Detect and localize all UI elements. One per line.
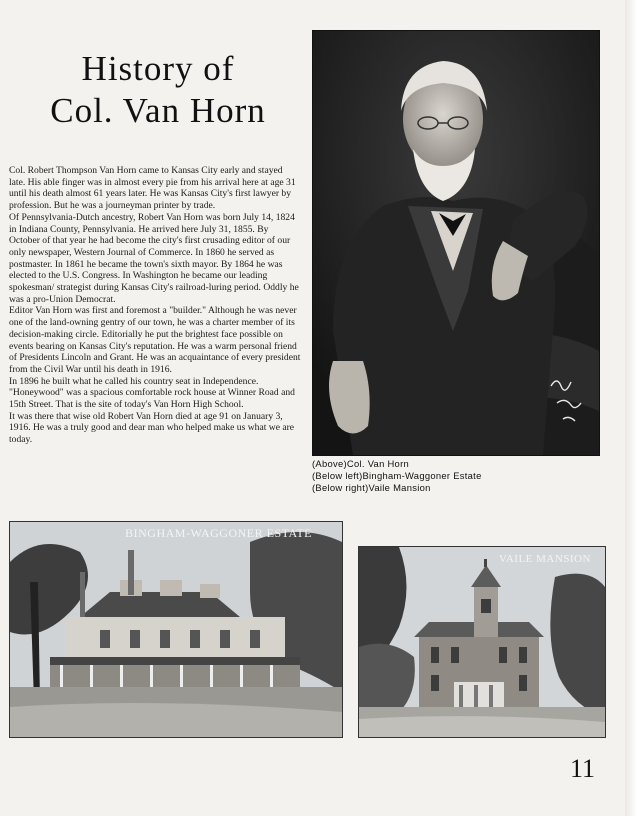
- page-number: 11: [569, 754, 595, 783]
- article-body: [9, 165, 301, 446]
- estate-illustration: [10, 522, 342, 737]
- caption-above: (Above)Col. Van Horn: [312, 458, 410, 469]
- photo-label-vaile: VAILE MANSION: [498, 553, 591, 565]
- caption-below-right: (Below right)Vaile Mansion: [312, 482, 431, 493]
- paragraph: In 1896 he built what he called his country seat in Independence. "Honeywood" was a spacious comfortable rock house at Winner Road and 15th Street. That is the site of today's Van Horn High School.: [9, 375, 295, 411]
- paragraph: Editor Van Horn was first and foremost a "builder." Although he was never one of the land-owning gentry of our town, he was a charter member of its decision-making circle. Editorially he put the brightest face possible on events bearing on Kansas City's reputation. He was a warm personal friend of Presidents Lincoln and Grant. He was an acquaintance of every president from the Civil War until his death in 1916.: [9, 305, 301, 375]
- title-line-2: Col. Van Horn: [50, 91, 266, 130]
- page-edge: [625, 0, 637, 816]
- caption-below-left: (Below left)Bingham-Waggoner Estate: [312, 470, 482, 481]
- page-title: [8, 48, 308, 132]
- bingham-waggoner-photo: [9, 521, 343, 738]
- paragraph: Of Pennsylvania-Dutch ancestry, Robert Van Horn was born July 14, 1824 in Indiana County, Pennsylvania. He arrived here July 31, 1855. By October of that year he had become the city's first crusading editor of our only newspaper, Western Journal of Commerce. In 1860 he served as postmaster. In 1861 he became the town's sixth mayor. By 1864 he was elected to the U.S. Congress. In Washington he became our leading spokesman/ strategist during Kansas City's railroad-luring period. Oddly he was a pro-Union Democrat.: [9, 211, 299, 305]
- mansion-illustration: [359, 547, 605, 737]
- paragraph: Col. Robert Thompson Van Horn came to Kansas City early and stayed late. His able finger was in almost every pie from his arrival here at age 31 until his death almost 61 years later. He was Kansas City's first lawyer by profession. But he was a journeyman printer by trade.: [9, 165, 296, 212]
- photo-label-bingham: BINGHAM-WAGGONER ESTATE: [125, 526, 312, 540]
- vaile-mansion-photo: [358, 546, 606, 738]
- photo-captions: [312, 458, 612, 494]
- title-line-1: History of: [81, 49, 235, 88]
- portrait-photo: [312, 30, 600, 456]
- paragraph: It was there that wise old Robert Van Horn died at age 91 on January 3, 1916. He was a truly good and dear man who helped make us what we are today.: [9, 410, 295, 446]
- portrait-illustration: [313, 31, 599, 455]
